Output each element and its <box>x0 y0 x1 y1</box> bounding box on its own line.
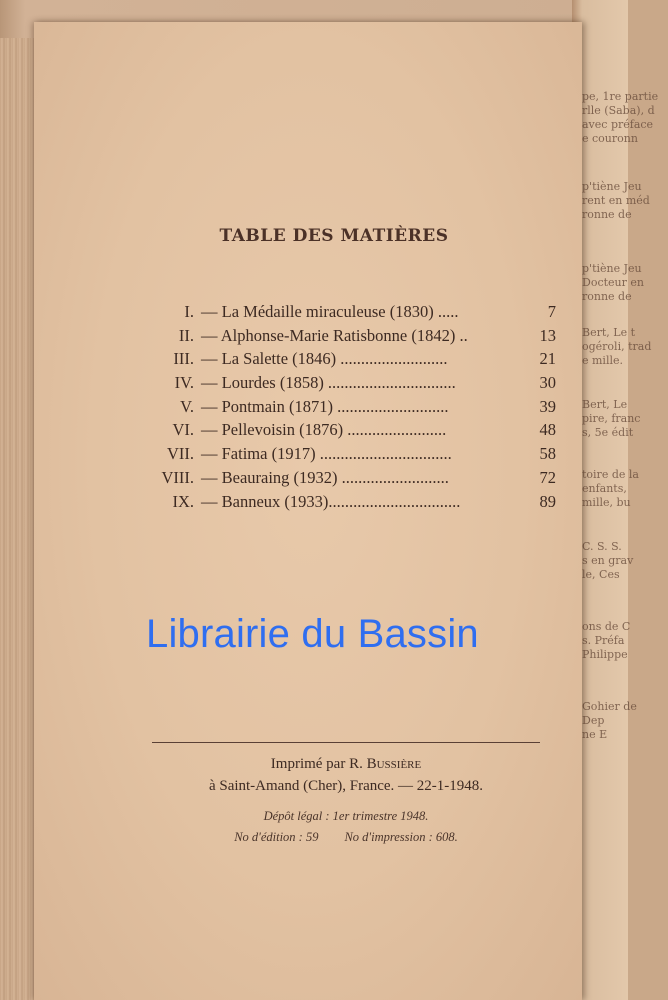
printer-info <box>146 753 546 797</box>
toc-entry <box>100 326 556 350</box>
toc-entry-title: — Fatima (1917) ................................ <box>201 444 452 464</box>
adjacent-page-text: ogéroli, trad <box>582 340 652 353</box>
edition-impression-line <box>146 827 546 848</box>
toc-entry-number: I. <box>184 302 194 321</box>
toc-entry <box>100 420 556 444</box>
adjacent-page-text: s, 5e édit <box>582 426 634 439</box>
adjacent-page-text: le, Ces <box>582 568 620 581</box>
adjacent-page-text: toire de la <box>582 468 639 481</box>
toc-entry <box>100 468 556 492</box>
adjacent-page-text: rlle (Saba), d <box>582 104 655 117</box>
toc-entry-title: — Pontmain (1871) ........................... <box>201 396 449 416</box>
toc-entry-title: — La Médaille miraculeuse (1830) ..... <box>201 302 459 321</box>
toc-entry-page: 13 <box>539 325 556 345</box>
toc-entry <box>100 492 556 516</box>
toc-list <box>100 302 556 515</box>
toc-entry-number: IX. <box>172 491 194 511</box>
adjacent-page-text: p'tiène Jeu <box>582 262 642 275</box>
printer-line-2: à Saint-Amand (Cher), France. — 22-1-1948. <box>208 778 484 794</box>
adjacent-page-text: ronne de <box>582 290 632 303</box>
toc-entry-title: — Beauraing (1932) .......................... <box>201 467 449 487</box>
edition-number: No d'édition : 59 <box>234 830 319 844</box>
toc-entry-title: — Banneux (1933)................................ <box>201 491 461 511</box>
adjacent-page-text: Gohier de <box>582 700 637 713</box>
adjacent-page-text: e mille. <box>582 354 623 367</box>
adjacent-page-text: s en grav <box>582 554 634 567</box>
toc-entry <box>100 444 556 468</box>
adjacent-page-text: Bert, Le <box>582 398 628 411</box>
toc-entry-page: 7 <box>547 302 556 321</box>
adjacent-page-text: ne E <box>582 728 608 741</box>
toc-entry-number: VIII. <box>161 467 194 487</box>
toc-entry-number: II. <box>178 325 194 345</box>
toc-entry-number: III. <box>173 349 194 369</box>
adjacent-page-text: ons de C <box>582 620 631 633</box>
adjacent-page-text: rent en méd <box>582 194 650 207</box>
adjacent-page-text: enfants, <box>582 482 627 495</box>
adjacent-page-text: pire, franc <box>582 412 641 425</box>
adjacent-page-text: ronne de <box>582 208 632 221</box>
toc-entry <box>100 349 556 373</box>
legal-info <box>146 806 546 848</box>
toc-entry-page: 89 <box>539 491 556 511</box>
adjacent-page-text: Docteur en <box>582 276 644 289</box>
divider <box>152 742 540 743</box>
toc-entry <box>100 373 556 397</box>
toc-title: TABLE DES MATIÈRES <box>219 226 449 246</box>
toc-entry-number: VII. <box>166 444 194 464</box>
toc-entry-page: 72 <box>539 467 556 487</box>
adjacent-page-text: mille, bu <box>582 496 631 509</box>
toc-entry-title: — La Salette (1846) .......................... <box>201 349 448 369</box>
toc-entry-page: 39 <box>539 396 556 416</box>
adjacent-page-text: s. Préfa <box>582 634 625 647</box>
toc-entry-title: — Pellevoisin (1876) ........................ <box>201 420 447 440</box>
toc-entry <box>100 302 556 326</box>
adjacent-page-text: avec préface <box>582 118 654 131</box>
toc-entry <box>100 397 556 421</box>
toc-entry-number: V. <box>180 396 194 416</box>
toc-entry-page: 30 <box>539 373 556 393</box>
depot-legal: Dépôt légal : 1er trimestre 1948. <box>263 809 429 823</box>
toc-entry-title: — Alphonse-Marie Ratisbonne (1842) .. <box>201 325 468 345</box>
toc-entry-page: 48 <box>539 420 556 440</box>
toc-entry-page: 58 <box>539 444 556 464</box>
impression-number: No d'impression : 608. <box>344 830 458 844</box>
printer-line-1 <box>146 753 546 775</box>
toc-entry-number: VI. <box>172 420 194 440</box>
adjacent-page-text: e couronn <box>582 132 638 145</box>
watermark: Librairie du Bassin <box>146 612 479 656</box>
printer-prefix: Imprimé par R. <box>270 756 367 772</box>
adjacent-page-text: Dep <box>582 714 605 727</box>
printer-name: Bussière <box>366 756 422 772</box>
adjacent-page-text: pe, 1re partie <box>582 90 659 103</box>
adjacent-page-text: p'tiène Jeu <box>582 180 642 193</box>
adjacent-page-text: C. S. S. <box>582 540 622 553</box>
toc-entry-title: — Lourdes (1858) ............................... <box>201 373 456 393</box>
toc-entry-number: IV. <box>174 373 194 393</box>
adjacent-page-text: Philippe <box>582 648 628 661</box>
toc-entry-page: 21 <box>539 349 556 369</box>
adjacent-page-text: Bert, Le t <box>582 326 635 339</box>
